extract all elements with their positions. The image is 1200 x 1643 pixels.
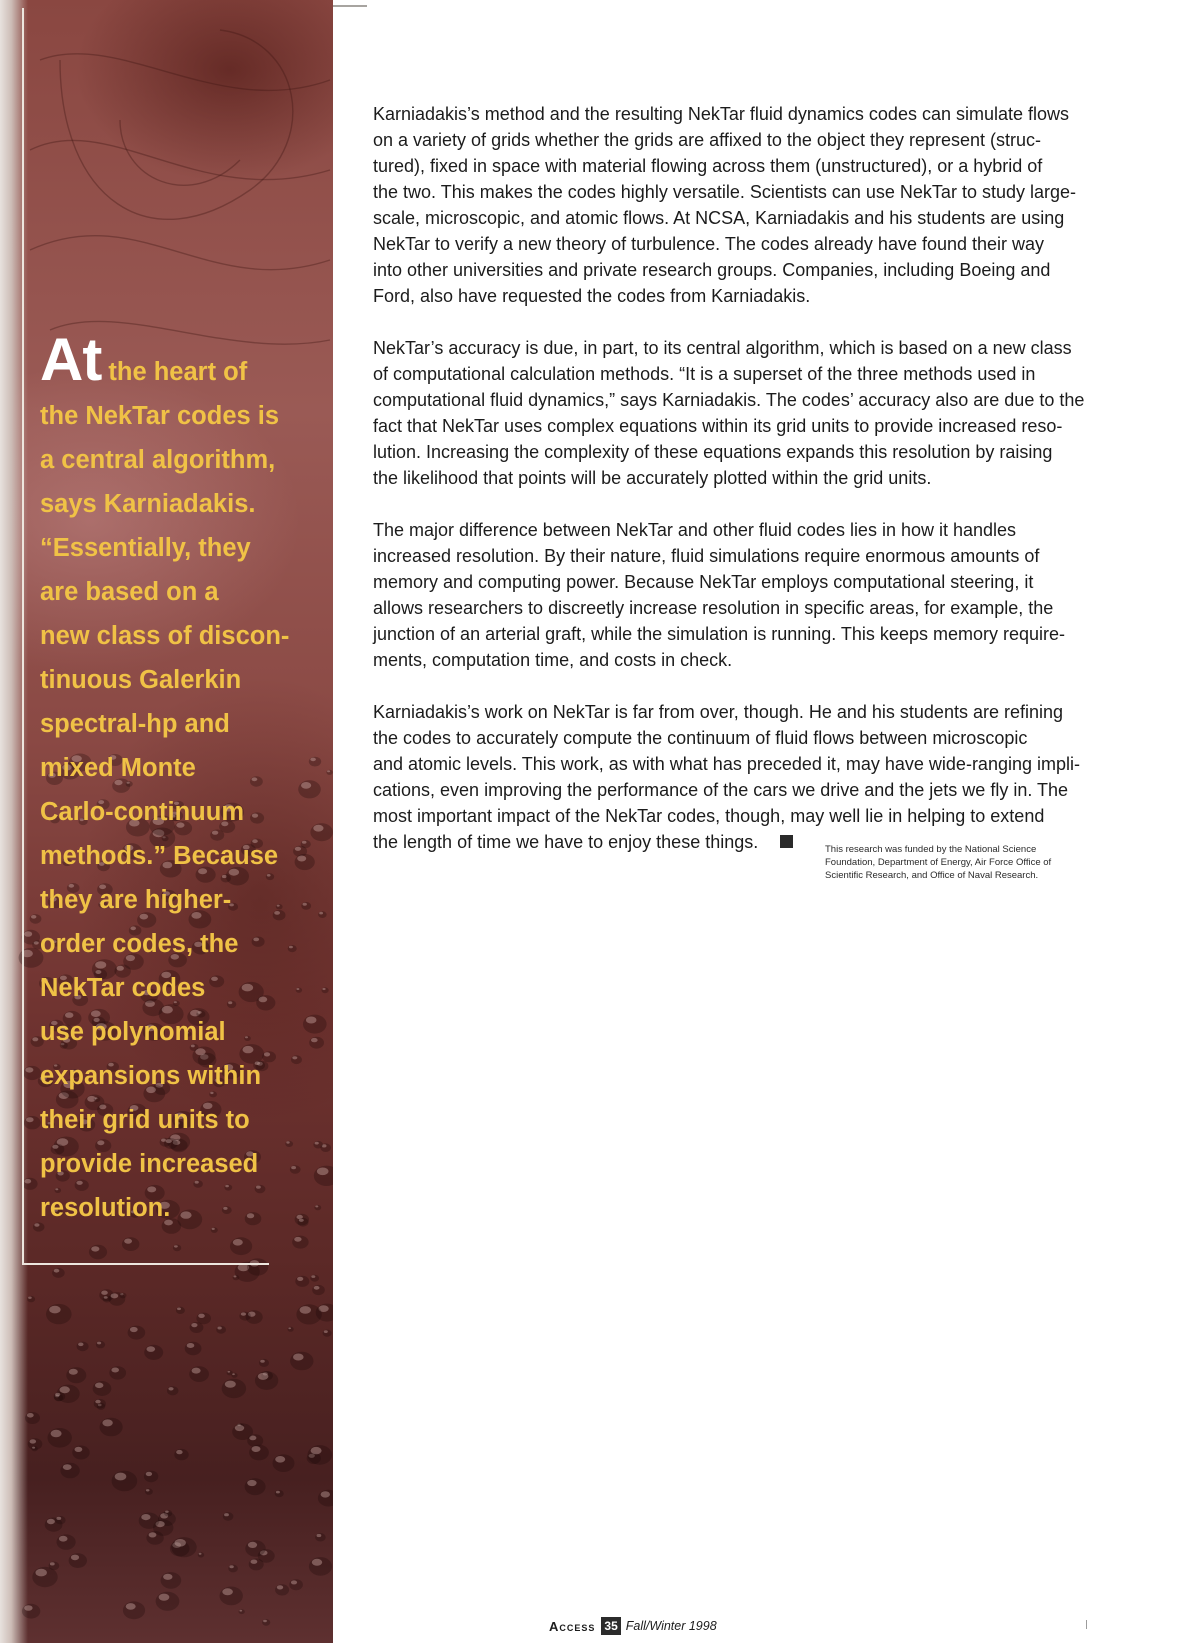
body-paragraph-4 [373,699,1125,855]
pull-quote [40,326,315,1230]
footer-page-number: 35 [601,1617,620,1635]
end-of-article-mark [780,835,793,848]
body-paragraph-3: The major difference between NekTar and other fluid codes lies in how it handles increased resolution. By their nature, fluid simulations require enormous amounts of memory and computing power. Because NekTar employs computational steering, it allows researchers to discreetly increase resolution in specific areas, for example, the junction of an arterial graft, while the simulation is running. This keeps memory require- ments, computation time, and costs in check. [373,520,1065,670]
funding-note: This research was funded by the National Science Foundation, Department of Energy, Air Force Office of Scientific Research, and Office of Naval Research. [825,844,1052,881]
article-body [373,101,1125,855]
footer-issue: Fall/Winter 1998 [625,1619,717,1633]
pull-quote-lead-word: At [40,326,102,393]
sidebar-panel [0,0,333,1643]
body-paragraph-1: Karniadakis’s method and the resulting NekTar fluid dynamics codes can simulate flows on a variety of grids whether the grids are affixed to the object they represent (struc- tured), fixed in space with material flowing across them (unstructured), or a hybrid of the two. This makes the codes highly versatile. Scientists can use NekTar to study large- scale, microscopic, and atomic flows. At NCSA, Karniadakis and his students are using NekTar to verify a new theory of turbulence. The codes already have found their way into other universities and private research groups. Companies, including Boeing and Ford, also have requested the codes from Karniadakis. [373,104,1076,306]
page-footer [549,1616,717,1636]
scan-speck [1086,1620,1087,1629]
pull-quote-text: the heart of the NekTar codes is a central algorithm, says Karniadakis. “Essentially, they are based on a new class of discon- tinuous Galerkin spectral-hp and mixed Monte Carlo-continuum methods.” Because they are higher- order codes, the NekTar codes use polynomial expansions within their grid units to provide increased resolution. [40,358,290,1222]
body-paragraph-4-text: Karniadakis’s work on NekTar is far from over, though. He and his students are refining the codes to accurately compute the continuum of fluid flows between microscopic and atomic levels. This work, as with what has preceded it, may have wide-ranging impli- cations, even improving the performance of the cars we drive and the jets we fly in. The most important impact of the NekTar codes, though, may well lie in helping to extend the length of time we have to enjoy these things. [373,702,1080,852]
footer-magazine-name: Access [549,1618,596,1634]
body-paragraph-2: NekTar’s accuracy is due, in part, to its central algorithm, which is based on a new class of computational calculation methods. “It is a superset of the three methods used in computational fluid dynamics,” says Karniadakis. The codes’ accuracy also are due to the fact that NekTar uses complex equations within its grid units to provide increased reso- lution. Increasing the complexity of these equations expands this resolution by raising the likelihood that points will be accurately plotted within the grid units. [373,338,1085,488]
